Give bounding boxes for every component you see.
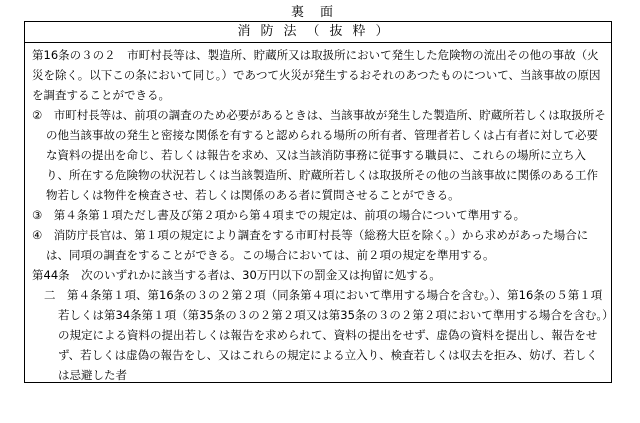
- article-16-3-2-para-1: 第16条の３の２ 市町村長等は、製造所、貯蔵所又は取扱所において発生した危険物の流出その他の事故（火災を除く。以下この条において同じ。）であつて火災が発生するおそれのあつたものについて、当該事故の原因を調査することができる。: [32, 48, 601, 102]
- article-16-3-2-para-3: ③ 第４条第１項ただし書及び第２項から第４項までの規定は、前項の場合について準用する。: [32, 208, 526, 222]
- article-44-item-2: 二 第４条第１項、第16条の３の２第２項（同条第４項において準用する場合を含む。）、第16条の５第１項若しくは第34条第１項（第35条の３の２第２項又は第35条の３の２第２項において準用する場合を含む。）の規定による資料の提出若しくは報告を求められて、資料の提出をせず、虚偽の資料を提出し、報告をせず、若しくは虚偽の報告をし、又はこれらの規定による立入り、検査若しくは収去を拒み、妨げ、若しくは忌避した者: [44, 288, 608, 382]
- article-16-3-2-para-4: ④ 消防庁長官は、第１項の規定により調査をする市町村長等（総務大臣を除く。）から求めがあった場合には、同項の調査をすることができる。この場合においては、前２項の規定を準用する。: [32, 228, 589, 262]
- article-44-lead: 第44条 次のいずれかに該当する者は、30万円以下の罰金又は拘留に処する。: [32, 268, 441, 282]
- law-excerpt-box: [24, 21, 612, 383]
- article-16-3-2-para-2: ② 市町村長等は、前項の調査のため必要があるときは、当該事故が発生した製造所、貯蔵所若しくは取扱所その他当該事故の発生と密接な関係を有すると認められる場所の所有者、管理者若しくは占有者に対して必要な資料の提出を命じ、若しくは報告を求め、又は当該消防事務に従事する職員に、これらの場所に立ち入り、所在する危険物の状況若しくは当該製造所、貯蔵所若しくは取扱所その他の当該事故に関係のある工作物若しくは物件を検査させ、若しくは関係のある者に質問させることができる。: [32, 108, 606, 202]
- law-text: [32, 45, 608, 385]
- title-divider: [25, 42, 611, 43]
- law-title: 消防法（抜粋）: [237, 24, 399, 39]
- page-heading: 裏面: [290, 5, 349, 20]
